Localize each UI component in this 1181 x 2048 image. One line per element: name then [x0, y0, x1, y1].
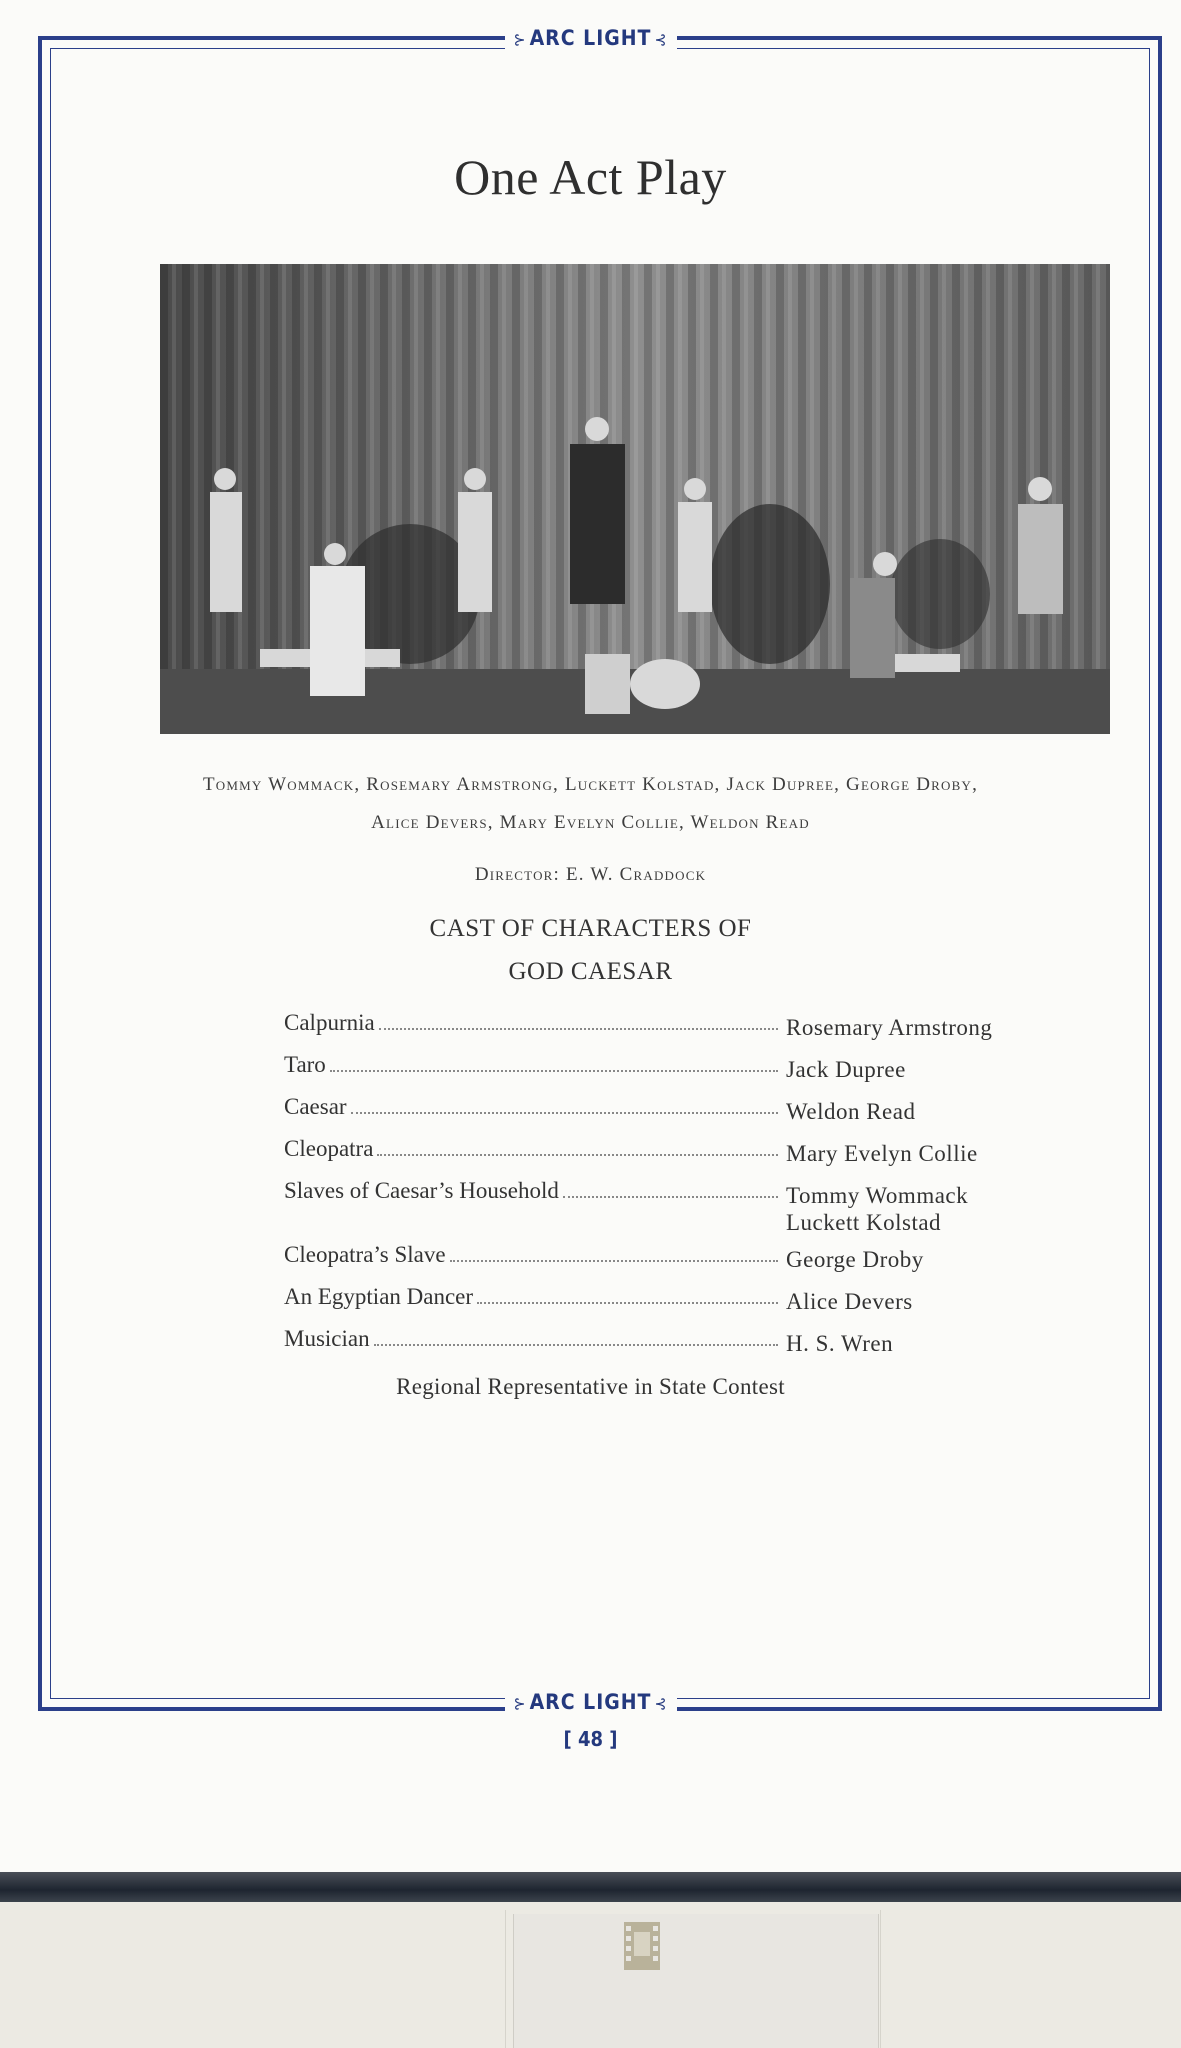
cast-row — [280, 1136, 1040, 1178]
role-name: Slaves of Caesar’s Household — [284, 1178, 559, 1203]
leader-dots — [450, 1260, 778, 1262]
cast-row — [280, 1010, 1040, 1052]
cast-row — [280, 1284, 1040, 1326]
scanner-seam — [505, 1910, 506, 2048]
actor-name: George Droby — [786, 1247, 924, 1272]
page-number: [ 48 ] — [563, 1727, 618, 1751]
scanner-slot — [513, 1914, 879, 2048]
footer-label-text: ARC LIGHT — [529, 1690, 652, 1714]
leader-dots — [351, 1112, 778, 1114]
role-name: Taro — [284, 1052, 326, 1077]
leader-dots — [379, 1028, 778, 1030]
role-name: Cleopatra — [284, 1136, 374, 1161]
contest-note: Regional Representative in State Contest — [396, 1374, 785, 1399]
leader-dots — [374, 1344, 778, 1346]
scanner-seam — [880, 1910, 881, 2048]
actor-name: Jack Dupree — [786, 1057, 906, 1082]
cast-list — [280, 1010, 1040, 1368]
role-name: An Egyptian Dancer — [284, 1284, 474, 1309]
cast-heading: CAST OF CHARACTERS OF — [429, 915, 752, 942]
stage-photo-illustration — [160, 264, 1110, 734]
cast-row — [280, 1326, 1040, 1368]
cast-photo — [160, 264, 1110, 734]
leader-dots — [330, 1070, 778, 1072]
actor-name: Weldon Read — [786, 1099, 916, 1124]
actor-names — [786, 1182, 968, 1236]
actor-name: Rosemary Armstrong — [786, 1015, 993, 1040]
play-title: GOD CAESAR — [508, 958, 673, 985]
actor-name: H. S. Wren — [786, 1331, 894, 1356]
actor-name: Mary Evelyn Collie — [786, 1141, 978, 1166]
page-title: One Act Play — [454, 149, 727, 205]
footer-arc-light: ⊱ ARC LIGHT ⊰ — [0, 1690, 1181, 1714]
actor-name: Alice Devers — [786, 1289, 913, 1314]
role-name: Caesar — [284, 1094, 347, 1119]
cast-row — [280, 1242, 1040, 1284]
role-name: Cleopatra’s Slave — [284, 1242, 446, 1267]
actor-name: Tommy Wommack — [786, 1183, 969, 1208]
role-name: Calpurnia — [284, 1010, 375, 1035]
cast-row — [280, 1094, 1040, 1136]
film-icon — [618, 1918, 666, 1974]
director-credit: Director: E. W. Craddock — [474, 864, 707, 885]
cast-row — [280, 1178, 1040, 1242]
cast-row — [280, 1052, 1040, 1094]
leader-dots — [377, 1154, 778, 1156]
photo-caption-names-1: Tommy Wommack, Rosemary Armstrong, Luckett Kolstad, Jack Dupree, George Droby, — [202, 774, 979, 795]
header-arc-light: ⊱ ARC LIGHT ⊰ — [0, 26, 1181, 50]
actor-name: Luckett Kolstad — [786, 1210, 942, 1235]
role-name: Musician — [284, 1326, 370, 1351]
leader-dots — [563, 1196, 778, 1198]
leader-dots — [477, 1302, 778, 1304]
photo-caption-names-2: Alice Devers, Mary Evelyn Collie, Weldon Read — [371, 812, 810, 833]
scanner-edge — [0, 1872, 1181, 1902]
header-label-text: ARC LIGHT — [529, 26, 652, 50]
